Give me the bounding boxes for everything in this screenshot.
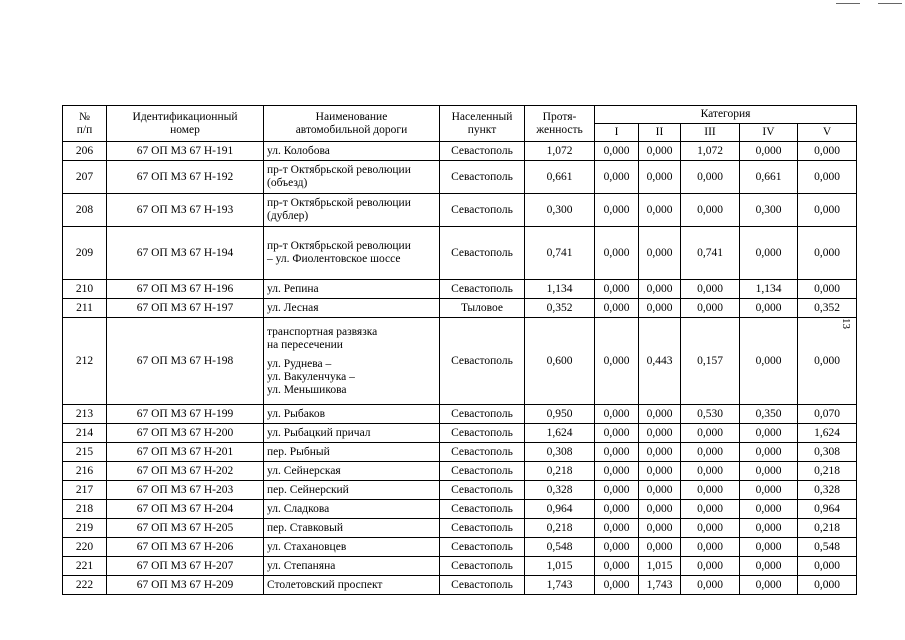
header-place	[440, 106, 525, 142]
category-2-value: 0,000	[639, 227, 681, 280]
road-name	[264, 280, 440, 299]
road-id: 67 ОП МЗ 67 Н-205	[107, 519, 264, 538]
scan-mark	[878, 3, 902, 4]
road-name-line: ул. Стахановцев	[267, 540, 347, 553]
category-1-value: 0,000	[595, 481, 639, 500]
road-name-line: ул. Лесная	[267, 301, 319, 314]
road-name	[264, 424, 440, 443]
row-number: 222	[63, 576, 107, 595]
road-length: 1,072	[525, 142, 595, 161]
category-4-value: 0,000	[740, 462, 798, 481]
header-cat-4: IV	[740, 124, 798, 142]
category-4-value: 0,000	[740, 299, 798, 318]
settlement: Севастополь	[440, 280, 525, 299]
category-1-value: 0,000	[595, 538, 639, 557]
category-1-value: 0,000	[595, 500, 639, 519]
road-name	[264, 519, 440, 538]
category-3-value: 0,000	[681, 500, 740, 519]
road-length: 0,218	[525, 519, 595, 538]
category-1-value: 0,000	[595, 227, 639, 280]
header-num	[63, 106, 107, 142]
category-3-value: 0,000	[681, 576, 740, 595]
category-3-value: 1,072	[681, 142, 740, 161]
row-number: 212	[63, 318, 107, 405]
scan-edge-marks	[0, 0, 905, 8]
road-length: 1,624	[525, 424, 595, 443]
road-id: 67 ОП МЗ 67 Н-198	[107, 318, 264, 405]
category-5-value: 0,000	[798, 194, 857, 227]
settlement: Севастополь	[440, 481, 525, 500]
category-2-value: 0,000	[639, 481, 681, 500]
road-id: 67 ОП МЗ 67 Н-194	[107, 227, 264, 280]
row-number: 209	[63, 227, 107, 280]
category-3-value: 0,000	[681, 538, 740, 557]
header-num-line: п/п	[76, 123, 93, 136]
settlement: Севастополь	[440, 557, 525, 576]
category-5-value: 0,548	[798, 538, 857, 557]
road-name-line: пр-т Октябрьской революции	[267, 197, 411, 209]
row-number: 208	[63, 194, 107, 227]
category-2-value: 1,743	[639, 576, 681, 595]
header-road-line: автомобильной дороги	[295, 123, 408, 136]
settlement: Севастополь	[440, 142, 525, 161]
settlement: Севастополь	[440, 424, 525, 443]
road-name-line: пер. Рыбный	[267, 445, 330, 458]
category-3-value: 0,000	[681, 481, 740, 500]
table-row	[63, 194, 857, 227]
road-name-line: ул. Руднева –	[267, 357, 332, 370]
row-number: 219	[63, 519, 107, 538]
category-4-value: 0,000	[740, 318, 798, 405]
category-5-value: 0,328	[798, 481, 857, 500]
road-id: 67 ОП МЗ 67 Н-207	[107, 557, 264, 576]
category-1-value: 0,000	[595, 161, 639, 194]
header-cat-1: I	[595, 124, 639, 142]
road-id: 67 ОП МЗ 67 Н-206	[107, 538, 264, 557]
category-5-value: 0,070	[798, 405, 857, 424]
road-name	[264, 194, 440, 227]
header-cat-3: III	[681, 124, 740, 142]
road-name	[264, 227, 440, 280]
header-id-line: номер	[170, 123, 200, 136]
road-name-line: пр-т Октябрьской революции	[267, 164, 411, 176]
header-id-line: Идентификационный	[132, 110, 238, 123]
table-row	[63, 424, 857, 443]
category-1-value: 0,000	[595, 194, 639, 227]
category-3-value: 0,000	[681, 424, 740, 443]
category-5-value: 0,000	[798, 227, 857, 280]
category-2-value: 0,000	[639, 142, 681, 161]
table-row	[63, 576, 857, 595]
row-number: 216	[63, 462, 107, 481]
category-3-value: 0,530	[681, 405, 740, 424]
category-4-value: 1,134	[740, 280, 798, 299]
table-row	[63, 500, 857, 519]
road-name-line: ул. Меньшикова	[267, 383, 347, 396]
road-name-line: транспортная развязка	[267, 325, 378, 338]
row-number: 207	[63, 161, 107, 194]
road-id: 67 ОП МЗ 67 Н-192	[107, 161, 264, 194]
category-1-value: 0,000	[595, 299, 639, 318]
header-row	[63, 106, 857, 124]
category-4-value: 0,000	[740, 576, 798, 595]
category-2-value: 1,015	[639, 557, 681, 576]
road-length: 0,352	[525, 299, 595, 318]
category-4-value: 0,000	[740, 227, 798, 280]
table-row	[63, 519, 857, 538]
category-4-value: 0,000	[740, 424, 798, 443]
header-num-line: №	[79, 110, 90, 123]
settlement: Севастополь	[440, 519, 525, 538]
category-5-value: 0,000	[798, 318, 857, 405]
category-5-value: 0,308	[798, 443, 857, 462]
category-5-value: 0,218	[798, 462, 857, 481]
category-1-value: 0,000	[595, 462, 639, 481]
table-row	[63, 318, 857, 405]
settlement: Севастополь	[440, 443, 525, 462]
table-row	[63, 443, 857, 462]
table-row	[63, 405, 857, 424]
road-id: 67 ОП МЗ 67 Н-191	[107, 142, 264, 161]
category-4-value: 0,000	[740, 142, 798, 161]
road-length: 1,015	[525, 557, 595, 576]
category-4-value: 0,661	[740, 161, 798, 194]
category-2-value: 0,000	[639, 405, 681, 424]
road-name	[264, 576, 440, 595]
category-1-value: 0,000	[595, 557, 639, 576]
road-length: 0,218	[525, 462, 595, 481]
page-number: 13	[840, 318, 852, 329]
header-cat-2: II	[639, 124, 681, 142]
table-row	[63, 481, 857, 500]
category-2-value: 0,000	[639, 538, 681, 557]
road-name	[264, 405, 440, 424]
road-length: 1,743	[525, 576, 595, 595]
settlement: Севастополь	[440, 318, 525, 405]
road-id: 67 ОП МЗ 67 Н-193	[107, 194, 264, 227]
settlement: Севастополь	[440, 576, 525, 595]
road-id: 67 ОП МЗ 67 Н-204	[107, 500, 264, 519]
category-2-value: 0,000	[639, 443, 681, 462]
row-number: 220	[63, 538, 107, 557]
header-place-line: пункт	[467, 123, 497, 136]
category-4-value: 0,300	[740, 194, 798, 227]
road-name	[264, 299, 440, 318]
road-id: 67 ОП МЗ 67 Н-200	[107, 424, 264, 443]
road-name	[264, 557, 440, 576]
category-5-value: 0,218	[798, 519, 857, 538]
road-length: 0,741	[525, 227, 595, 280]
header-id	[107, 106, 264, 142]
road-length: 0,950	[525, 405, 595, 424]
category-3-value: 0,000	[681, 161, 740, 194]
row-number: 210	[63, 280, 107, 299]
category-2-value: 0,000	[639, 500, 681, 519]
road-length: 0,300	[525, 194, 595, 227]
category-3-value: 0,000	[681, 280, 740, 299]
category-5-value: 1,624	[798, 424, 857, 443]
category-2-value: 0,000	[639, 280, 681, 299]
category-1-value: 0,000	[595, 519, 639, 538]
header-place-line: Населенный	[451, 110, 513, 123]
settlement: Севастополь	[440, 405, 525, 424]
scan-mark	[836, 3, 860, 4]
category-4-value: 0,000	[740, 519, 798, 538]
table-row	[63, 161, 857, 194]
category-3-value: 0,000	[681, 557, 740, 576]
row-number: 218	[63, 500, 107, 519]
category-1-value: 0,000	[595, 576, 639, 595]
category-1-value: 0,000	[595, 443, 639, 462]
header-length-line: женность	[536, 123, 583, 136]
header-length	[525, 106, 595, 142]
road-name-line: ул. Сладкова	[267, 502, 330, 515]
settlement: Тыловое	[440, 299, 525, 318]
road-name-line: (объезд)	[267, 177, 308, 189]
table-row	[63, 227, 857, 280]
road-id: 67 ОП МЗ 67 Н-201	[107, 443, 264, 462]
category-1-value: 0,000	[595, 405, 639, 424]
road-name	[264, 462, 440, 481]
category-4-value: 0,000	[740, 557, 798, 576]
category-2-value: 0,000	[639, 462, 681, 481]
road-name-line: ул. Репина	[267, 282, 319, 295]
header-road	[264, 106, 440, 142]
row-number: 213	[63, 405, 107, 424]
road-name	[264, 142, 440, 161]
road-name-line: ул. Сейнерская	[267, 464, 341, 477]
settlement: Севастополь	[440, 161, 525, 194]
category-5-value: 0,000	[798, 161, 857, 194]
road-id: 67 ОП МЗ 67 Н-199	[107, 405, 264, 424]
row-number: 211	[63, 299, 107, 318]
category-3-value: 0,000	[681, 462, 740, 481]
row-number: 221	[63, 557, 107, 576]
category-1-value: 0,000	[595, 280, 639, 299]
header-category: Категория	[595, 106, 857, 124]
category-2-value: 0,443	[639, 318, 681, 405]
road-name-line: ул. Рыбацкий причал	[267, 426, 371, 439]
category-5-value: 0,000	[798, 557, 857, 576]
road-length: 0,328	[525, 481, 595, 500]
category-2-value: 0,000	[639, 161, 681, 194]
category-4-value: 0,000	[740, 443, 798, 462]
road-name-line: (дублер)	[267, 210, 309, 222]
category-2-value: 0,000	[639, 424, 681, 443]
category-2-value: 0,000	[639, 194, 681, 227]
category-3-value: 0,157	[681, 318, 740, 405]
road-name	[264, 443, 440, 462]
table-row	[63, 280, 857, 299]
road-name-line: – ул. Фиолентовское шоссе	[267, 253, 401, 265]
category-4-value: 0,000	[740, 481, 798, 500]
category-4-value: 0,000	[740, 500, 798, 519]
category-2-value: 0,000	[639, 299, 681, 318]
category-4-value: 0,000	[740, 538, 798, 557]
road-name-line: на пересечении	[267, 338, 343, 351]
row-number: 215	[63, 443, 107, 462]
category-1-value: 0,000	[595, 142, 639, 161]
settlement: Севастополь	[440, 538, 525, 557]
table-row	[63, 299, 857, 318]
road-id: 67 ОП МЗ 67 Н-202	[107, 462, 264, 481]
road-name-line: ул. Колобова	[267, 144, 330, 157]
category-5-value: 0,000	[798, 280, 857, 299]
settlement: Севастополь	[440, 500, 525, 519]
road-id: 67 ОП МЗ 67 Н-203	[107, 481, 264, 500]
category-5-value: 0,000	[798, 142, 857, 161]
category-3-value: 0,000	[681, 519, 740, 538]
road-id: 67 ОП МЗ 67 Н-196	[107, 280, 264, 299]
road-length: 0,548	[525, 538, 595, 557]
table-row	[63, 462, 857, 481]
road-name	[264, 538, 440, 557]
road-length: 0,308	[525, 443, 595, 462]
road-length: 0,661	[525, 161, 595, 194]
category-4-value: 0,350	[740, 405, 798, 424]
road-name	[264, 500, 440, 519]
road-id: 67 ОП МЗ 67 Н-209	[107, 576, 264, 595]
table-body	[63, 142, 857, 595]
road-name-line: пер. Сейнерский	[267, 483, 349, 496]
settlement: Севастополь	[440, 194, 525, 227]
table-row	[63, 142, 857, 161]
row-number: 217	[63, 481, 107, 500]
category-5-value: 0,964	[798, 500, 857, 519]
table-row	[63, 538, 857, 557]
category-3-value: 0,000	[681, 194, 740, 227]
road-name-line: ул. Степаняна	[267, 559, 336, 572]
header-road-line: Наименование	[315, 110, 388, 123]
road-name-line: ул. Вакуленчука –	[267, 370, 355, 383]
road-length: 0,600	[525, 318, 595, 405]
road-length: 0,964	[525, 500, 595, 519]
category-3-value: 0,741	[681, 227, 740, 280]
settlement: Севастополь	[440, 227, 525, 280]
row-number: 206	[63, 142, 107, 161]
road-name	[264, 318, 440, 405]
header-cat-5: V	[798, 124, 857, 142]
road-name	[264, 481, 440, 500]
road-name-line: пр-т Октябрьской революции	[267, 240, 411, 252]
category-3-value: 0,000	[681, 299, 740, 318]
road-name-line: Столетовский проспект	[267, 578, 383, 591]
category-3-value: 0,000	[681, 443, 740, 462]
header-length-line: Протя-	[542, 110, 577, 123]
category-5-value: 0,352	[798, 299, 857, 318]
road-id: 67 ОП МЗ 67 Н-197	[107, 299, 264, 318]
category-2-value: 0,000	[639, 519, 681, 538]
category-1-value: 0,000	[595, 424, 639, 443]
roads-table	[62, 105, 857, 595]
category-5-value: 0,000	[798, 576, 857, 595]
table-row	[63, 557, 857, 576]
road-name	[264, 161, 440, 194]
settlement: Севастополь	[440, 462, 525, 481]
road-name-line: ул. Рыбаков	[267, 407, 325, 420]
category-1-value: 0,000	[595, 318, 639, 405]
row-number: 214	[63, 424, 107, 443]
road-length: 1,134	[525, 280, 595, 299]
road-name-line: пер. Ставковый	[267, 521, 344, 534]
